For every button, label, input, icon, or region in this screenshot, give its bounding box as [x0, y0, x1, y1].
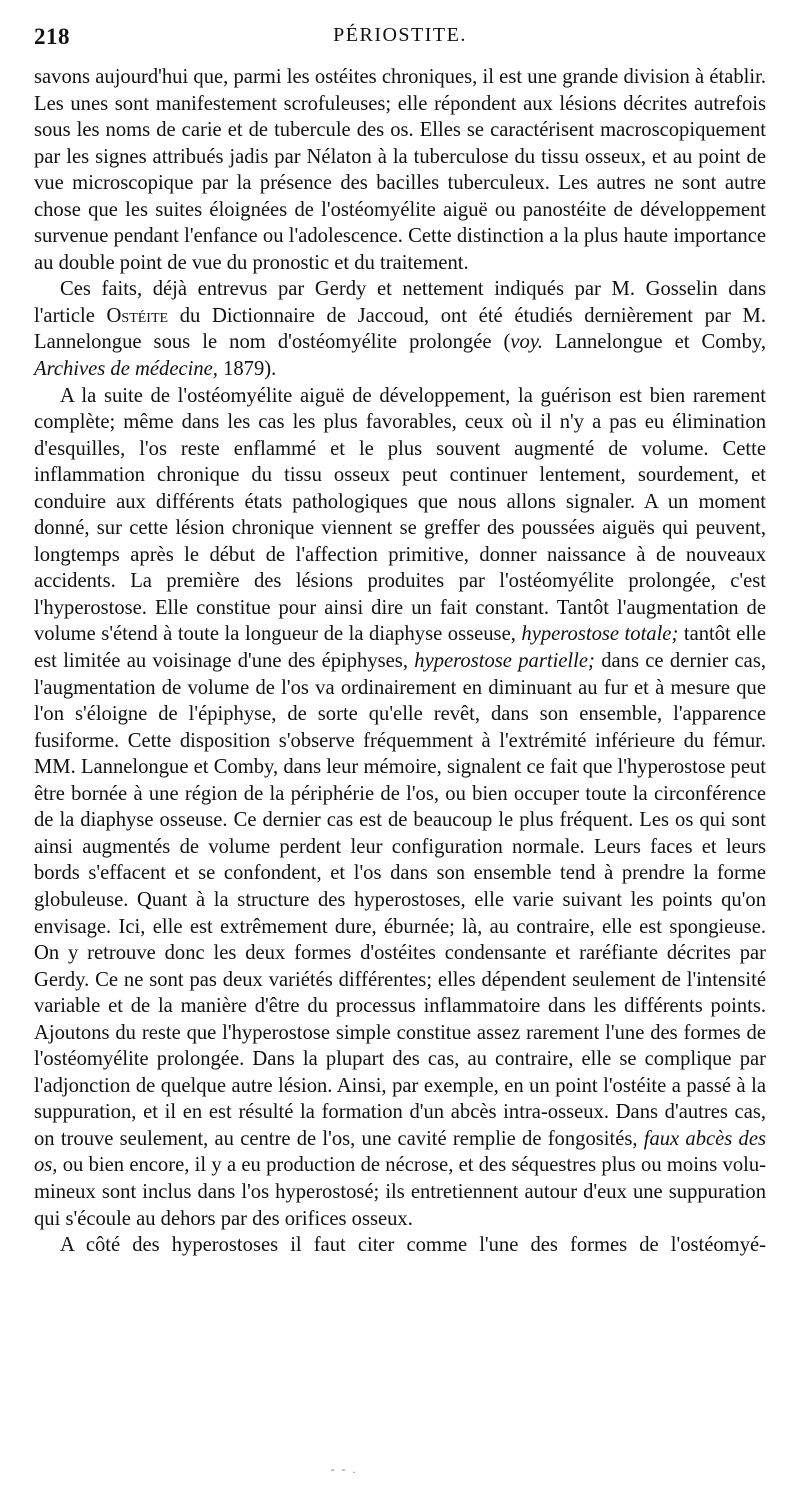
paragraph-2-text-a: Ces faits, déjà entrevus par Gerdy et nettement indiqués par M. Gosselin dans l'article — [34, 278, 766, 327]
paragraph-2-text-c: Lannelongue et Comby, — [542, 331, 766, 354]
dictionary-entry-ref: Ostéite — [106, 304, 169, 327]
paragraph-1 — [34, 64, 766, 276]
paragraph-3-text-a: A la suite de l'ostéomyélite aiguë de développement, la guérison est bien rarement complète; même dans les cas les plus favorables, ceux où il n'y a pas eu élimination d'esquilles, l'os reste enflammé et le plus souvent augmenté de volume. Cette inflammation chronique du tissu osseux peut continuer lentement, sourdement, et conduire aux différents états pathologiques que nous allons signaler. A un moment donné, sur cette lésion chronique viennent se greffer des poussées aiguës qui peuvent, longtemps après le début de l'affection primitive, donner naissance à de nouveaux accidents. La première des lésions produites par l'ostéomyélite prolongée, c'est l'hyperostose. Elle constitue pour ainsi dire un fait constant. Tantôt l'augmentation de volume s'étend à toute la longueur de la diaphyse osseuse, — [34, 384, 766, 646]
term-hyperostose-totale: hyperostose totale; — [521, 623, 679, 646]
paragraph-3 — [34, 383, 766, 1233]
paragraph-1-text: savons aujourd'hui que, parmi les ostéites chroniques, il est une grande division à établir. Les unes sont manifestement scrofuleuses; elle répondent aux lésions décrites autrefois sous les noms de carie et de tubercule des os. Elles se caractérisent macroscopiquement par les signes attribués jadis par Nélaton à la tuberculose du tissu osseux, et au point de vue microscopique par la présence des bacilles tuberculeux. Les autres ne sont autre chose que les suites éloignées de l'ostéomyélite aiguë ou panostéite de développement survenue pendant l'enfance ou l'adolescence. Cette distinction a la plus haute importance au double point de vue du pronostic et du traitement. — [34, 66, 766, 274]
paragraph-4 — [34, 1232, 766, 1259]
paragraph-2 — [34, 276, 766, 382]
paragraph-3-text-c: dans ce dernier cas, l'augmentation de volume de l'os va ordinairement en diminuant au fur et à mesure que l'on s'éloigne de l'épiphyse, de sorte qu'elle revêt, dans son ensemble, l'apparence fusiforme. Cette disposition s'observe fréquemment à l'extrémité inférieure du fémur. MM. Lannelongue et Comby, dans leur mémoire, signalent ce fait que l'hyperostose peut être bornée à une région de la périphérie de l'os, ou bien occuper toute la circonférence de la diaphyse osseuse. Ce dernier cas est de beaucoup le plus fréquent. Les os qui sont ainsi augmentés de volume perdent leur configuration normale. Leurs faces et leurs bords s'effacent et se confondent, et l'os dans son ensemble tend à prendre la forme globuleuse. Quant à la structure des hyperostoses, elle varie suivant les points qu'on envisage. Ici, elle est extrêmement dure, éburnée; là, au contraire, elle est spongieuse. On y retrouve donc les deux formes d'ostéites condensante et raréfiante décrites par Gerdy. Ce ne sont pas deux variétés différentes; elles dépendent seulement de l'intensité variable et de la manière d'être du processus inflammatoire dans les différents points. Ajoutons du reste que l'hyperostose simple constitue assez rarement l'une des formes de l'ostéomyélite prolongée. Dans la plupart des cas, au contraire, elle se complique par l'adjonction de quelque autre lésion. Ainsi, par exemple, en un point l'ostéite a passé à la suppuration, et il en est résulté la formation d'un abcès intra-osseux. Dans d'autres cas, on trouve seulement, au centre de l'os, une cavité remplie de fongosités, — [34, 650, 766, 1150]
footer-mark: - - . — [330, 1462, 358, 1476]
page-header — [34, 24, 766, 64]
voy-reference: voy. — [510, 331, 543, 354]
document-page — [34, 24, 766, 1259]
term-faux-abces: faux abcès des os, — [34, 1127, 766, 1177]
paragraph-4-text: A côté des hyperostoses il faut citer comme l'une des formes de l'ostéomyé- — [60, 1234, 766, 1257]
paragraph-3-text-d: ou bien encore, il y a eu production de nécrose, et des séquestres plus ou moins volumineux sont inclus dans l'os hyperostosé; ils entretiennent autour d'eux une suppuration qui s'écoule au dehors par des orifices osseux. — [34, 1154, 766, 1230]
paragraph-2-text-d: 1879). — [217, 358, 277, 381]
running-title: PÉRIOSTITE. — [333, 24, 467, 46]
term-hyperostose-partielle: hyperostose partielle; — [414, 650, 595, 673]
page-number: 218 — [34, 24, 70, 49]
paragraph-2-text-b: du Dictionnaire de Jaccoud, ont été étudiés dernièrement par M. Lannelongue sous le nom d'ostéomyélite prolongée ( — [34, 304, 766, 354]
paragraph-3-text-b: tantôt elle est limitée au voisinage d'une des épiphyses, — [34, 623, 767, 673]
body-text — [34, 64, 766, 1259]
journal-title: Archives de médecine, — [34, 358, 218, 381]
